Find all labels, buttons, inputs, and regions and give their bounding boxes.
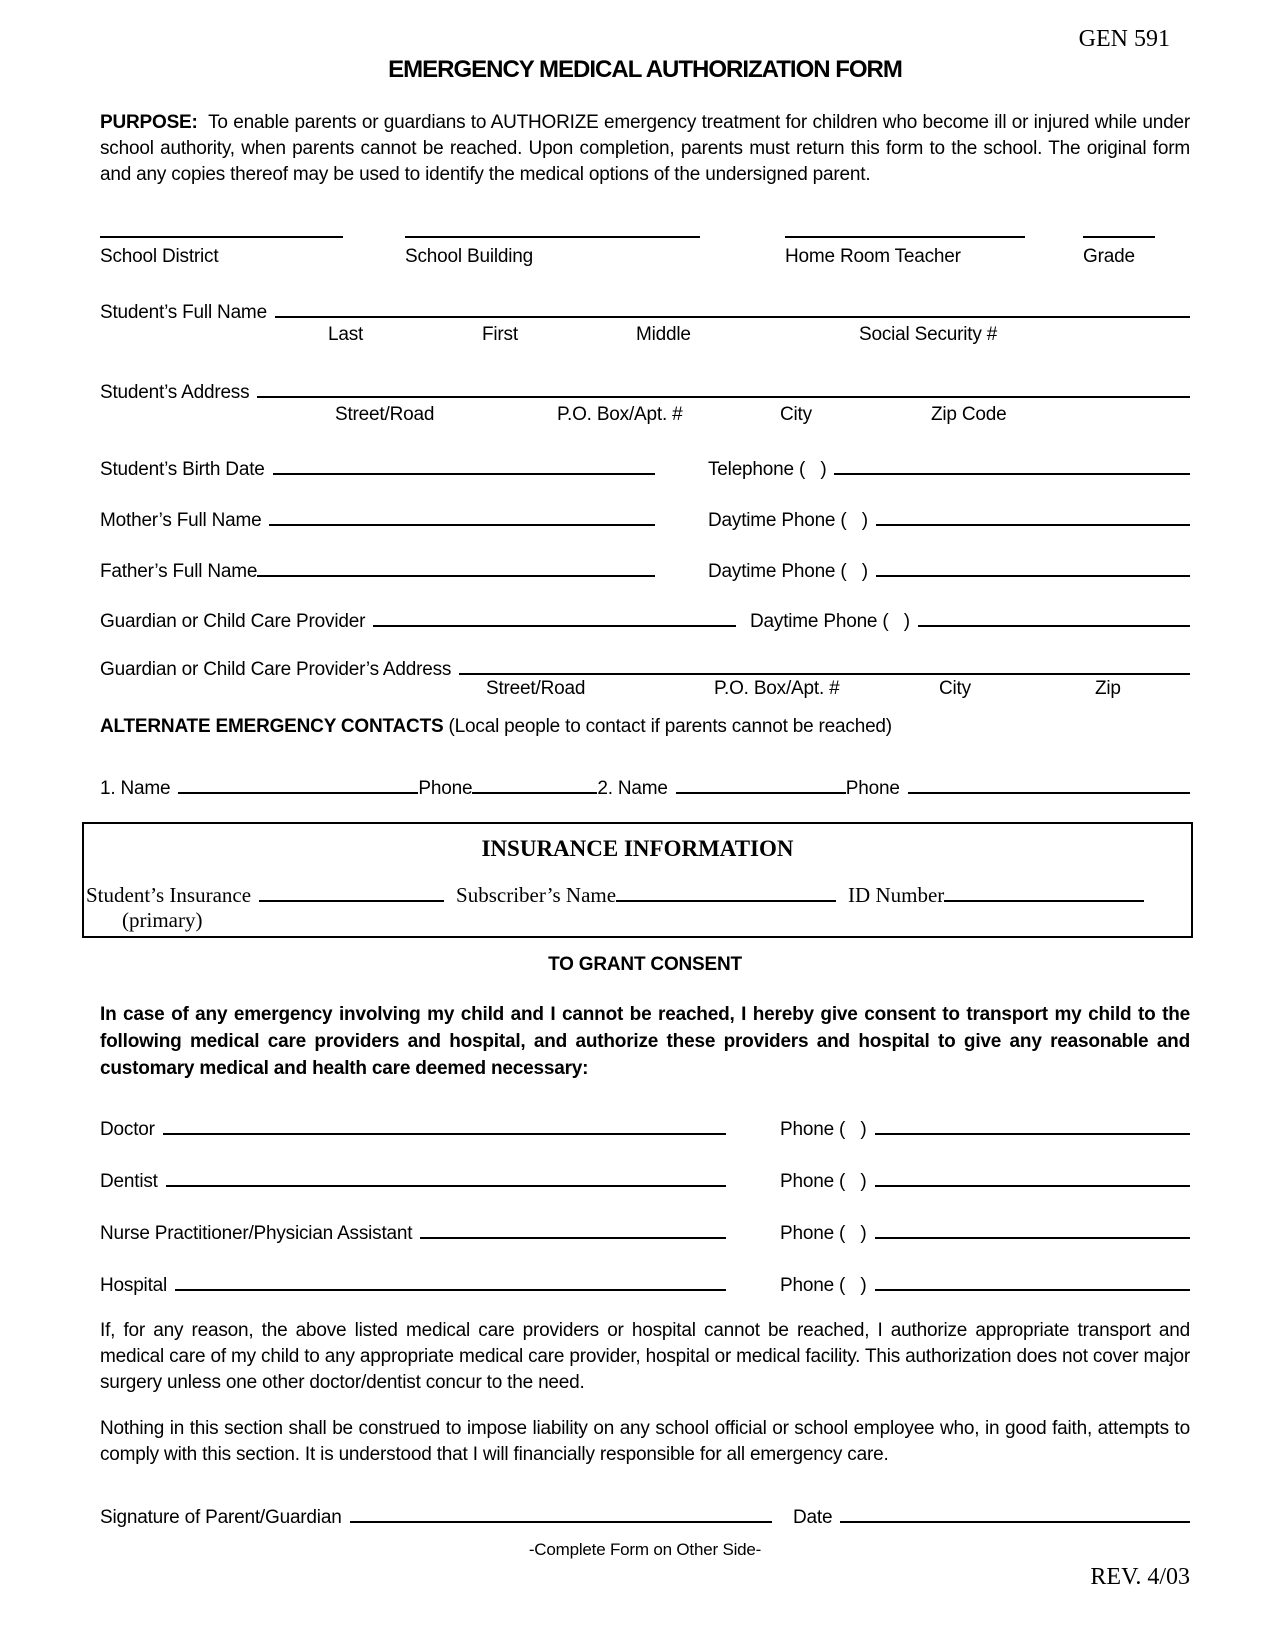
contact1-name-line[interactable]: [178, 772, 418, 794]
purpose-paragraph: [100, 110, 1190, 188]
school-district-line[interactable]: [100, 236, 343, 238]
nurse-phone-label: Phone ( ): [780, 1223, 867, 1244]
student-birth-date-line[interactable]: [273, 453, 655, 475]
to-grant-consent-heading: TO GRANT CONSENT: [548, 954, 742, 975]
dentist-row: [100, 1165, 1190, 1193]
signature-line[interactable]: [350, 1501, 772, 1523]
po-box-apt-sublabel: P.O. Box/Apt. #: [557, 404, 683, 425]
telephone-label: Telephone ( ): [708, 459, 827, 480]
fallback-authorization-paragraph: If, for any reason, the above listed medical care providers or hospital cannot be reached, I authorize appropriate transport and medical care of my child to any appropriate medical care provider, hospital or medical facility. This authorization does not cover major surgery unless one other doctor/dentist concur to the need.: [100, 1320, 1190, 1393]
date-label: Date: [793, 1507, 833, 1528]
mother-full-name-row: [100, 504, 1190, 532]
social-security-sublabel: Social Security #: [859, 324, 998, 345]
form-code: GEN 591: [1078, 26, 1170, 52]
guardian-city-sublabel: City: [939, 678, 971, 699]
dentist-label: Dentist: [100, 1171, 158, 1192]
student-name-sublabels: [100, 324, 1190, 348]
school-district-label: School District: [100, 246, 219, 267]
flip-side-note: -Complete Form on Other Side-: [528, 1540, 762, 1559]
alternate-contacts-heading: [100, 716, 1190, 738]
guardian-address-sublabels: [100, 678, 1190, 702]
dentist-phone-label: Phone ( ): [780, 1171, 867, 1192]
middle-name-sublabel: Middle: [636, 324, 691, 345]
student-full-name-line[interactable]: [275, 296, 1190, 318]
grade-line[interactable]: [1083, 236, 1155, 238]
alternate-contacts-note: (Local people to contact if parents cannot be reached): [448, 716, 892, 737]
contact1-name-label: 1. Name: [100, 778, 171, 799]
signature-label: Signature of Parent/Guardian: [100, 1507, 342, 1528]
insurance-information-box: [82, 822, 1193, 938]
contact2-name-line[interactable]: [676, 772, 846, 794]
contact2-phone-label: Phone: [845, 778, 900, 799]
mother-full-name-line[interactable]: [269, 504, 655, 526]
doctor-phone-label: Phone ( ): [780, 1119, 867, 1140]
last-name-sublabel: Last: [328, 324, 364, 345]
student-birth-date-label: Student’s Birth Date: [100, 459, 265, 480]
hospital-row: [100, 1269, 1190, 1297]
purpose-text: To enable parents or guardians to AUTHORIZE emergency treatment for children who become ill or injured while under school authority, when parents cannot be reached. Upon completion, parents must return this form to the school. The original form and any copies thereof may be used to identify the medical options of the undersigned parent.: [100, 112, 1190, 185]
first-name-sublabel: First: [482, 324, 518, 345]
contact1-phone-line[interactable]: [472, 772, 597, 794]
alternate-contacts-title: ALTERNATE EMERGENCY CONTACTS: [100, 716, 444, 737]
father-full-name-label: Father’s Full Name: [100, 561, 258, 582]
student-full-name-row: [100, 296, 1190, 324]
date-line[interactable]: [840, 1501, 1190, 1523]
street-road-sublabel: Street/Road: [335, 404, 435, 425]
consent-paragraph: In case of any emergency involving my child and I cannot be reached, I hereby give consent to transport my child to the following medical care providers and hospital, and authorize these providers and hospital to give any reasonable and customary medical and health care deemed necessary:: [100, 1004, 1190, 1079]
telephone-line[interactable]: [834, 453, 1190, 475]
guardian-daytime-phone-label: Daytime Phone ( ): [750, 611, 910, 632]
signature-row: [100, 1501, 1190, 1529]
student-address-label: Student’s Address: [100, 382, 250, 403]
mother-full-name-label: Mother’s Full Name: [100, 510, 262, 531]
student-address-line[interactable]: [257, 376, 1190, 398]
student-birth-date-row: [100, 453, 1190, 481]
school-building-label: School Building: [405, 246, 533, 267]
father-full-name-row: [100, 555, 1190, 583]
subscriber-name-line[interactable]: [616, 878, 836, 902]
home-room-teacher-label: Home Room Teacher: [785, 246, 961, 267]
school-info-blanks: [100, 216, 1190, 240]
student-address-sublabels: [100, 404, 1190, 428]
grade-label: Grade: [1083, 246, 1135, 267]
guardian-street-road-sublabel: Street/Road: [486, 678, 586, 699]
student-insurance-line[interactable]: [259, 878, 444, 902]
mother-daytime-phone-label: Daytime Phone ( ): [708, 510, 868, 531]
doctor-line[interactable]: [163, 1113, 726, 1135]
zip-code-sublabel: Zip Code: [931, 404, 1007, 425]
hospital-label: Hospital: [100, 1275, 168, 1296]
guardian-provider-row: [100, 605, 1190, 633]
guardian-daytime-phone-line[interactable]: [918, 605, 1190, 627]
id-number-label: ID Number: [848, 883, 945, 907]
revision-label: REV. 4/03: [1090, 1564, 1190, 1590]
father-daytime-phone-line[interactable]: [876, 555, 1190, 577]
form-title: EMERGENCY MEDICAL AUTHORIZATION FORM: [388, 56, 902, 83]
guardian-address-row: [100, 653, 1190, 681]
insurance-primary-note: (primary): [122, 908, 203, 932]
guardian-address-line[interactable]: [459, 653, 1190, 675]
student-insurance-label: Student’s Insurance: [86, 883, 252, 907]
guardian-provider-label: Guardian or Child Care Provider: [100, 611, 366, 632]
father-daytime-phone-label: Daytime Phone ( ): [708, 561, 868, 582]
subscriber-name-label: Subscriber’s Name: [456, 883, 617, 907]
dentist-phone-line[interactable]: [875, 1165, 1190, 1187]
student-full-name-label: Student’s Full Name: [100, 302, 267, 323]
guardian-provider-line[interactable]: [373, 605, 736, 627]
dentist-line[interactable]: [166, 1165, 726, 1187]
home-room-teacher-line[interactable]: [785, 236, 1025, 238]
liability-paragraph: Nothing in this section shall be construed to impose liability on any school official or school employee who, in good faith, attempts to comply with this section. It is understood that I will financially responsible for all emergency care.: [100, 1418, 1190, 1465]
hospital-line[interactable]: [175, 1269, 726, 1291]
nurse-practitioner-row: [100, 1217, 1190, 1245]
hospital-phone-label: Phone ( ): [780, 1275, 867, 1296]
guardian-zip-sublabel: Zip: [1095, 678, 1121, 699]
nurse-phone-line[interactable]: [875, 1217, 1190, 1239]
contact1-phone-label: Phone: [418, 778, 473, 799]
insurance-fields-row: [86, 878, 1189, 908]
doctor-phone-line[interactable]: [875, 1113, 1190, 1135]
contact2-phone-line[interactable]: [908, 772, 1190, 794]
purpose-label: PURPOSE:: [100, 112, 198, 133]
guardian-address-label: Guardian or Child Care Provider’s Address: [100, 659, 452, 680]
school-building-line[interactable]: [405, 236, 700, 238]
student-address-row: [100, 376, 1190, 404]
insurance-title: INSURANCE INFORMATION: [481, 836, 794, 861]
hospital-phone-line[interactable]: [875, 1269, 1190, 1291]
contact2-name-label: 2. Name: [597, 778, 668, 799]
school-info-labels: [100, 246, 1190, 270]
father-full-name-line[interactable]: [257, 555, 655, 577]
city-sublabel: City: [780, 404, 812, 425]
nurse-practitioner-label: Nurse Practitioner/Physician Assistant: [100, 1223, 413, 1244]
alternate-contacts-row: [100, 772, 1190, 800]
mother-daytime-phone-line[interactable]: [876, 504, 1190, 526]
doctor-row: [100, 1113, 1190, 1141]
doctor-label: Doctor: [100, 1119, 155, 1140]
guardian-po-box-apt-sublabel: P.O. Box/Apt. #: [714, 678, 840, 699]
nurse-practitioner-line[interactable]: [420, 1217, 726, 1239]
id-number-line[interactable]: [944, 878, 1144, 902]
